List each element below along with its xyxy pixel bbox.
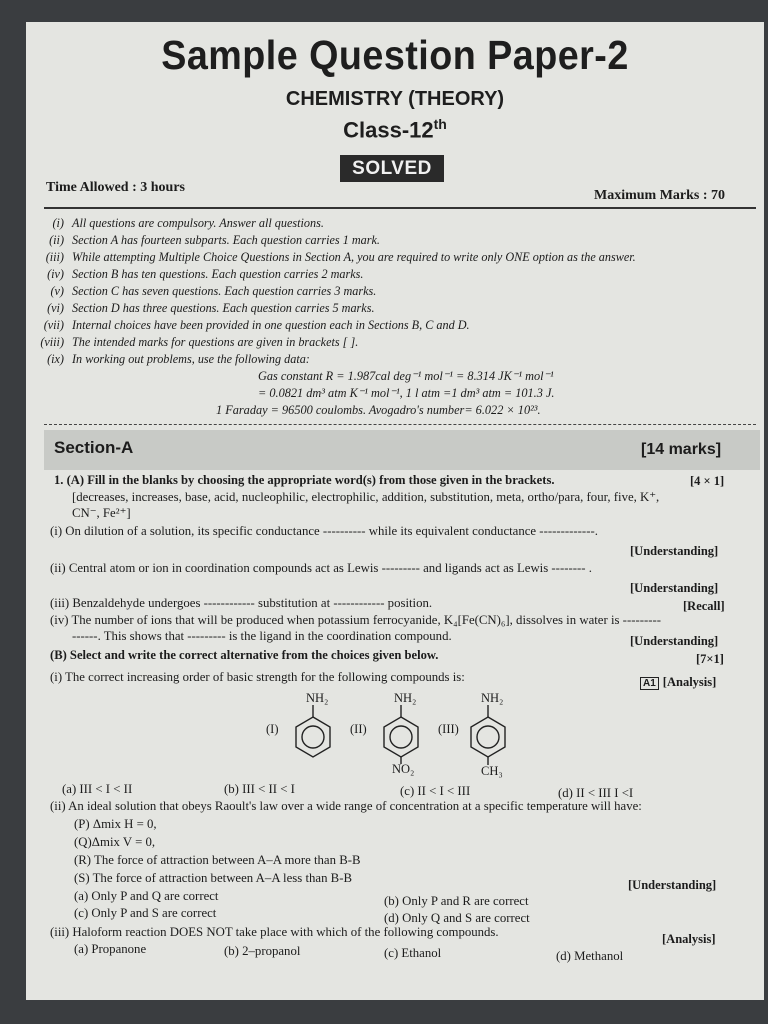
- instruction-item: (v) Section C has seven questions. Each question carries 3 marks.: [50, 284, 377, 298]
- q1b-marks: [7×1]: [696, 652, 724, 666]
- option-b: (b) III < II < I: [224, 782, 295, 796]
- q1b-heading: (B) Select and write the correct alternative from the choices given below.: [50, 648, 439, 662]
- q1a-ii: (ii) Central atom or ion in coordination compounds act as Lewis --------- and ligands act as Lewis -------- .: [50, 561, 592, 575]
- option-c: (c) II < I < III: [400, 784, 471, 798]
- class-heading: Class-12th: [343, 116, 447, 143]
- option-c: (c) Ethanol: [384, 946, 442, 960]
- option-b: (b) 2–propanol: [224, 944, 301, 958]
- q1a-ii-tag: [Understanding]: [630, 581, 719, 595]
- methyl-group-label: CH₃: [481, 764, 503, 778]
- word-bank-line: [decreases, increases, base, acid, nucleophilic, electrophilic, addition, substitution, meta, ortho/para, four, five, K⁺,: [72, 490, 660, 504]
- q1a-marks: [4 × 1]: [690, 474, 725, 488]
- option-a: (a) Propanone: [74, 942, 147, 956]
- option-b: (b) Only P and R are correct: [384, 894, 529, 908]
- q1b-ii-tag: [Understanding]: [628, 878, 717, 892]
- q1a-iv-cont: ------. This shows that --------- is the ligand in the coordination compound.: [72, 629, 452, 643]
- statement-r: (R) The force of attraction between A–A more than B-B: [74, 853, 361, 867]
- q1a-heading: 1. (A) Fill in the blanks by choosing the appropriate word(s) from those given in the brackets.: [54, 473, 555, 487]
- word-bank-line-2: CN⁻, Fe²⁺]: [72, 506, 131, 520]
- faraday-line: 1 Faraday = 96500 coulombs. Avogadro's number= 6.022 × 10²³.: [216, 403, 541, 417]
- amino-group-label: NH₂: [481, 691, 504, 705]
- q1b-iii-tag: [Analysis]: [662, 932, 716, 946]
- instruction-item: (vi) Section D has three questions. Each question carries 5 marks.: [47, 301, 375, 315]
- compound-label: (II): [350, 722, 367, 736]
- instruction-item: (ix) In working out problems, use the following data:: [47, 352, 310, 366]
- statement-s: (S) The force of attraction between A–A less than B-B: [74, 871, 353, 885]
- compound-label: (III): [438, 722, 459, 736]
- statement-p: (P) Δmix H = 0,: [74, 817, 157, 831]
- instruction-item: (ii) Section A has fourteen subparts. Each question carries 1 mark.: [49, 233, 380, 247]
- instruction-item: (vii) Internal choices have been provided in one question each in Sections B, C and D.: [43, 318, 470, 332]
- nitro-group-label: NO₂: [392, 762, 415, 776]
- instruction-item: (i) All questions are compulsory. Answer all questions.: [52, 216, 324, 230]
- amino-group-label: NH₂: [394, 691, 417, 705]
- q1b-i-tag: A1 [Analysis]: [640, 675, 716, 690]
- compound-label: (I): [266, 722, 279, 736]
- option-a: (a) Only P and Q are correct: [74, 889, 219, 903]
- subject-heading: CHEMISTRY (THEORY): [285, 88, 505, 110]
- statement-q: (Q)Δmix V = 0,: [74, 835, 156, 849]
- section-marks: [14 marks]: [641, 441, 722, 458]
- q1a-i-tag: [Understanding]: [630, 544, 719, 558]
- option-c: (c) Only P and S are correct: [74, 906, 217, 920]
- paper-title: Sample Question Paper-2: [161, 32, 629, 78]
- q1b-i: (i) The correct increasing order of basic strength for the following compounds is:: [50, 670, 465, 684]
- maximum-marks: Maximum Marks : 70: [594, 188, 726, 203]
- q1a-i: (i) On dilution of a solution, its specific conductance ---------- while its equivalent conductance -------------.: [50, 524, 598, 538]
- amino-group-label: NH₂: [306, 691, 329, 705]
- option-d: (d) Only Q and S are correct: [384, 911, 530, 925]
- instruction-item: (iii) While attempting Multiple Choice Questions in Section A, you are required to write only ONE option as the answer.: [45, 250, 636, 264]
- analysis-ai-icon: A1: [640, 677, 659, 690]
- gas-constant-line: Gas constant R = 1.987cal deg⁻¹ mol⁻¹ = 8.314 JK⁻¹ mol⁻¹: [258, 369, 554, 383]
- benzene-ring-i: [296, 717, 330, 757]
- q1a-iii-tag: [Recall]: [683, 599, 725, 613]
- benzene-ring-ii: [384, 717, 418, 757]
- q1b-iii: (iii) Haloform reaction DOES NOT take place with which of the following compounds.: [50, 925, 499, 939]
- benzene-ring-iii: [471, 717, 505, 757]
- solved-badge: SOLVED: [340, 155, 444, 182]
- q1b-ii: (ii) An ideal solution that obeys Raoult's law over a wide range of concentration at a specific temperature will have:: [50, 799, 642, 813]
- q1a-iv-tag: [Understanding]: [630, 634, 719, 648]
- option-a: (a) III < I < II: [62, 782, 133, 796]
- instruction-item: (viii) The intended marks for questions are given in brackets [ ].: [40, 335, 359, 349]
- instruction-item: (iv) Section B has ten questions. Each question carries 2 marks.: [47, 267, 364, 281]
- time-allowed: Time Allowed : 3 hours: [46, 180, 185, 195]
- q1a-iii: (iii) Benzaldehyde undergoes ------------ substitution at ------------ position.: [50, 596, 433, 610]
- option-d: (d) II < III I <I: [558, 786, 634, 800]
- question-paper-page: [26, 22, 764, 1000]
- section-title: Section-A: [54, 438, 134, 457]
- q1a-iv: (iv) The number of ions that will be produced when potassium ferrocyanide, K₄[Fe(CN)₆], dissolves in water is ---------: [50, 613, 662, 627]
- gas-constant-line-2: = 0.0821 dm³ atm K⁻¹ mol⁻¹, 1 l atm =1 dm³ atm = 101.3 J.: [258, 386, 555, 400]
- option-d: (d) Methanol: [556, 949, 624, 963]
